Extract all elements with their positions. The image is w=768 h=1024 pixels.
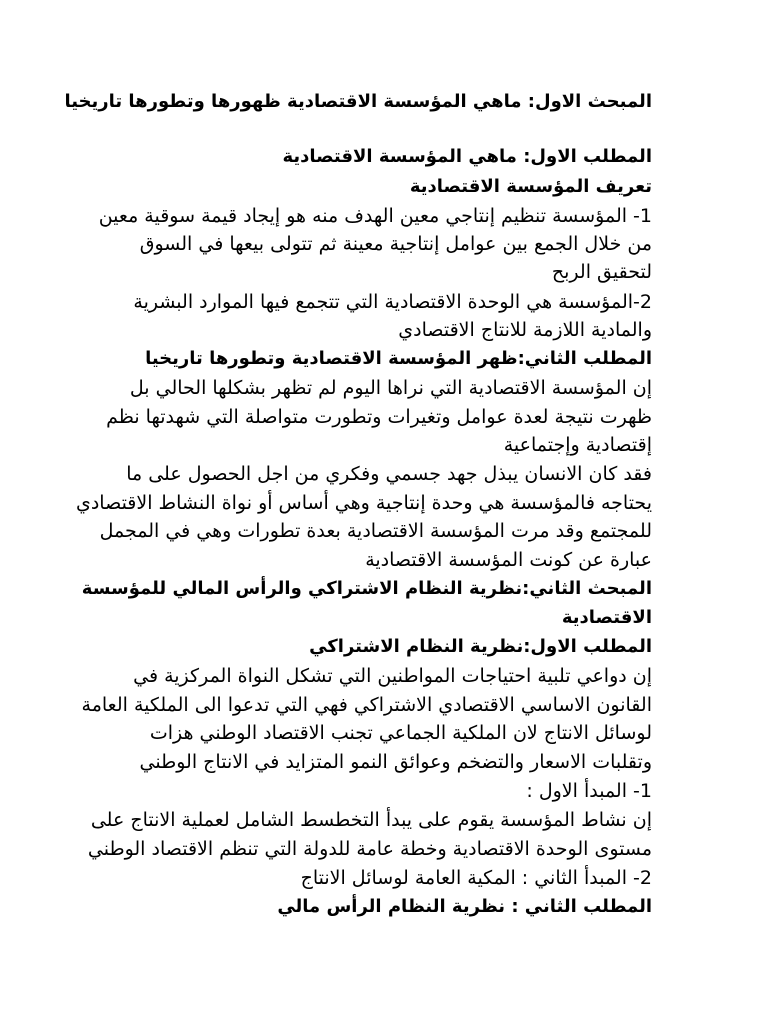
paragraph1-line3: إقتصادية وإجتماعية <box>503 434 652 456</box>
definition2-line1: 2-المؤسسة هي الوحدة الاقتصادية التي تتجمع فيها الموارد البشرية <box>133 291 652 313</box>
section2-title-line1: المبحث الثاني:نظرية النظام الاشتراكي والرأس المالي للمؤسسة <box>81 578 652 599</box>
paragraph3-line4: وتقلبات الاسعار والتضخم وعوائق النمو المتزايد في الانتاج الوطني <box>139 751 652 773</box>
requirement3-title: المطلب الاول:نظرية النظام الاشتراكي <box>309 636 652 657</box>
definition1-line2: من خلال الجمع بين عوامل إنتاجية معينة ثم تتولى بيعها في السوق <box>139 233 652 255</box>
paragraph1-line2: ظهرت نتيجة لعدة عوامل وتغيرات وتطورت متواصلة التي شهدتها نظم <box>106 406 652 428</box>
paragraph4-line2: مستوى الوحدة الاقتصادية وخطة عامة للدولة التي تنظم الاقتصاد الوطني <box>87 838 652 860</box>
paragraph2-line2: يحتاجه فالمؤسسة هي وحدة إنتاجية وهي أساس أو نواة النشاط الاقتصادي <box>75 492 652 514</box>
paragraph2-line1: فقد كان الانسان يبذل جهد جسمي وفكري من اجل الحصول على ما <box>126 463 652 485</box>
paragraph3-line3: لوسائل الانتاج لان الملكية الجماعي تجنب الاقتصاد الوطني هزات <box>149 722 652 744</box>
paragraph3-line2: القانون الاساسي الاقتصادي الاشتراكي فهي التي تدعوا الى الملكية العامة <box>81 694 652 716</box>
definition-heading: تعريف المؤسسة الاقتصادية <box>409 176 652 197</box>
definition1-line1: 1- المؤسسة تنظيم إنتاجي معين الهدف منه هو إيجاد قيمة سوقية معين <box>98 205 652 227</box>
section1-title: المبحث الاول: ماهي المؤسسة الاقتصادية ظهورها وتطورها تاريخيا <box>64 91 652 112</box>
requirement2-title: المطلب الثاني:ظهر المؤسسة الاقتصادية وتطورها تاريخيا <box>145 348 652 369</box>
paragraph3-line1: إن دواعي تلبية احتياجات المواطنين التي تشكل النواة المركزية في <box>133 665 652 687</box>
paragraph2-line4: عبارة عن كونت المؤسسة الاقتصادية <box>365 549 652 571</box>
section2-title-line2: الاقتصادية <box>561 607 652 628</box>
paragraph2-line3: للمجتمع وقد مرت المؤسسة الاقتصادية بعدة تطورات وهي في المجمل <box>99 520 652 542</box>
paragraph1-line1: إن المؤسسة الاقتصادية التي نراها اليوم لم تظهر بشكلها الحالي بل <box>129 377 652 399</box>
principle1-title: 1- المبدأ الاول : <box>526 780 652 802</box>
paragraph4-line1: إن نشاط المؤسسة يقوم على يبدأ التخطسط الشامل لعملية الانتاج على <box>90 809 652 831</box>
definition1-line3: لتحقيق الربح <box>551 261 652 283</box>
requirement1-title: المطلب الاول: ماهي المؤسسة الاقتصادية <box>282 146 652 167</box>
definition2-line2: والمادية اللازمة للانتاج الاقتصادي <box>398 319 652 341</box>
requirement4-title: المطلب الثاني : نظرية النظام الرأس مالي <box>277 896 652 917</box>
principle2-line: 2- المبدأ الثاني : المكية العامة لوسائل الانتاج <box>300 867 652 889</box>
